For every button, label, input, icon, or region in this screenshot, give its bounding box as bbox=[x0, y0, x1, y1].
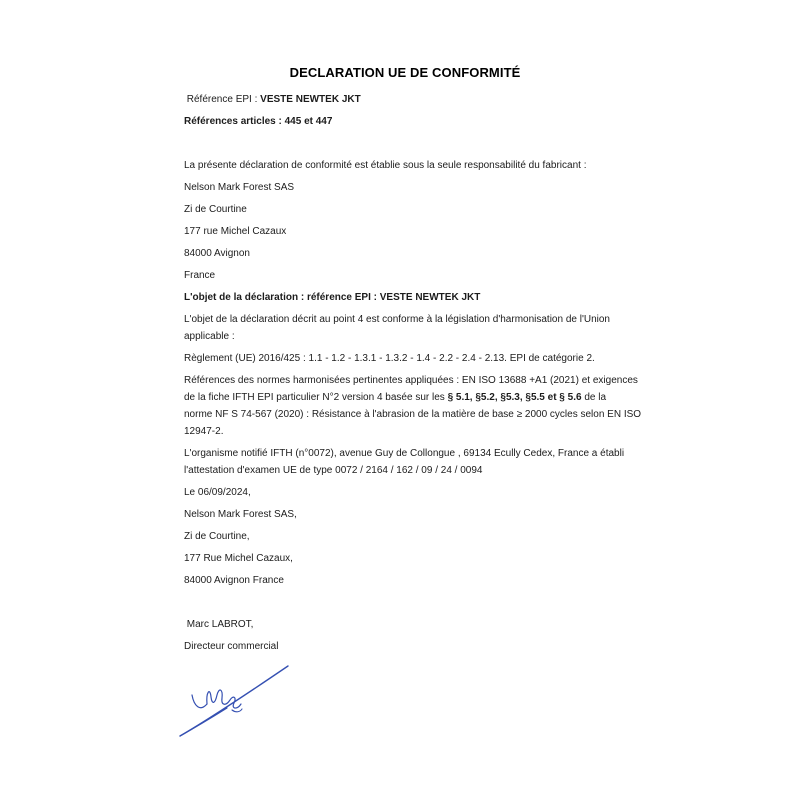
spacer bbox=[184, 135, 626, 152]
signature-stroke bbox=[232, 709, 242, 712]
signature-stroke bbox=[180, 708, 227, 736]
text-line: 84000 Avignon France bbox=[184, 575, 284, 586]
text-line: Règlement (UE) 2016/425 : 1.1 - 1.2 - 1.3.1 - 1.3.2 - 1.4 - 2.2 - 2.4 - 2.13. EPI de catégorie 2. bbox=[184, 353, 595, 364]
document-body bbox=[184, 91, 642, 655]
reference-epi-line bbox=[184, 91, 626, 108]
text-line: Directeur commercial bbox=[184, 641, 279, 652]
signatory-address-line-1 bbox=[184, 528, 626, 545]
declaration-object bbox=[184, 289, 626, 306]
text-line: Zi de Courtine, bbox=[184, 531, 250, 542]
signature-stroke bbox=[180, 666, 288, 736]
text-line: 84000 Avignon bbox=[184, 248, 250, 259]
signatory-name bbox=[184, 616, 626, 633]
signature-stroke bbox=[192, 695, 207, 708]
text-line: Nelson Mark Forest SAS bbox=[184, 182, 295, 193]
document-title: DECLARATION UE DE CONFORMITÉ bbox=[289, 65, 521, 80]
responsibility-statement bbox=[184, 157, 626, 174]
text-line: France bbox=[184, 270, 216, 281]
text-line: de la fiche IFTH EPI particulier N°2 version 4 basée sur les § 5.1, §5.2, §5.3, §5.5 et § 5.6 de la bbox=[184, 392, 607, 403]
notified-body bbox=[184, 445, 626, 479]
text-line: 12947-2. bbox=[184, 426, 224, 437]
text-line: Nelson Mark Forest SAS, bbox=[184, 509, 297, 520]
conformity-statement bbox=[184, 311, 626, 345]
text-line bbox=[184, 594, 626, 611]
manufacturer-address-line-4 bbox=[184, 267, 626, 284]
handwritten-signature-image bbox=[176, 663, 294, 741]
text-line: Référence EPI : VESTE NEWTEK JKT bbox=[184, 94, 361, 105]
text-line: La présente déclaration de conformité est établie sous la seule responsabilité du fabricant : bbox=[184, 160, 587, 171]
text-line: L'objet de la déclaration : référence EPI : VESTE NEWTEK JKT bbox=[184, 292, 481, 303]
manufacturer-address-line-1 bbox=[184, 201, 626, 218]
signatory-company bbox=[184, 506, 626, 523]
signatory-address-line-2 bbox=[184, 550, 626, 567]
document-content bbox=[184, 64, 642, 744]
text-line: Références des normes harmonisées pertinentes appliquées : EN ISO 13688 +A1 (2021) et exigences bbox=[184, 375, 638, 386]
text-line: Références articles : 445 et 447 bbox=[184, 116, 333, 127]
signature-stroke bbox=[207, 690, 241, 708]
text-line: Le 06/09/2024, bbox=[184, 487, 251, 498]
signatory-role bbox=[184, 638, 626, 655]
text-line: L'organisme notifié IFTH (n°0072), avenue Guy de Collongue , 69134 Ecully Cedex, France a établi bbox=[184, 448, 625, 459]
text-line bbox=[184, 135, 626, 152]
signature-block bbox=[176, 663, 626, 744]
text-line: Marc LABROT, bbox=[184, 619, 254, 630]
manufacturer-address-line-2 bbox=[184, 223, 626, 240]
date-line bbox=[184, 484, 626, 501]
signatory-address-line-3 bbox=[184, 572, 626, 589]
references-articles-line bbox=[184, 113, 626, 130]
manufacturer-address-line-3 bbox=[184, 245, 626, 262]
text-line: L'objet de la déclaration décrit au point 4 est conforme à la législation d'harmonisation de l'Union bbox=[184, 314, 610, 325]
text-line: Zi de Courtine bbox=[184, 204, 247, 215]
text-line: 177 rue Michel Cazaux bbox=[184, 226, 287, 237]
regulation-reference bbox=[184, 350, 626, 367]
manufacturer-name bbox=[184, 179, 626, 196]
text-line: applicable : bbox=[184, 331, 235, 342]
text-line: norme NF S 74-567 (2020) : Résistance à l'abrasion de la matière de base ≥ 2000 cycles selon EN ISO bbox=[184, 409, 642, 420]
harmonised-standards bbox=[184, 372, 642, 440]
spacer bbox=[184, 594, 626, 611]
text-line: l'attestation d'examen UE de type 0072 / 2164 / 162 / 09 / 24 / 0094 bbox=[184, 465, 483, 476]
text-line: 177 Rue Michel Cazaux, bbox=[184, 553, 293, 564]
